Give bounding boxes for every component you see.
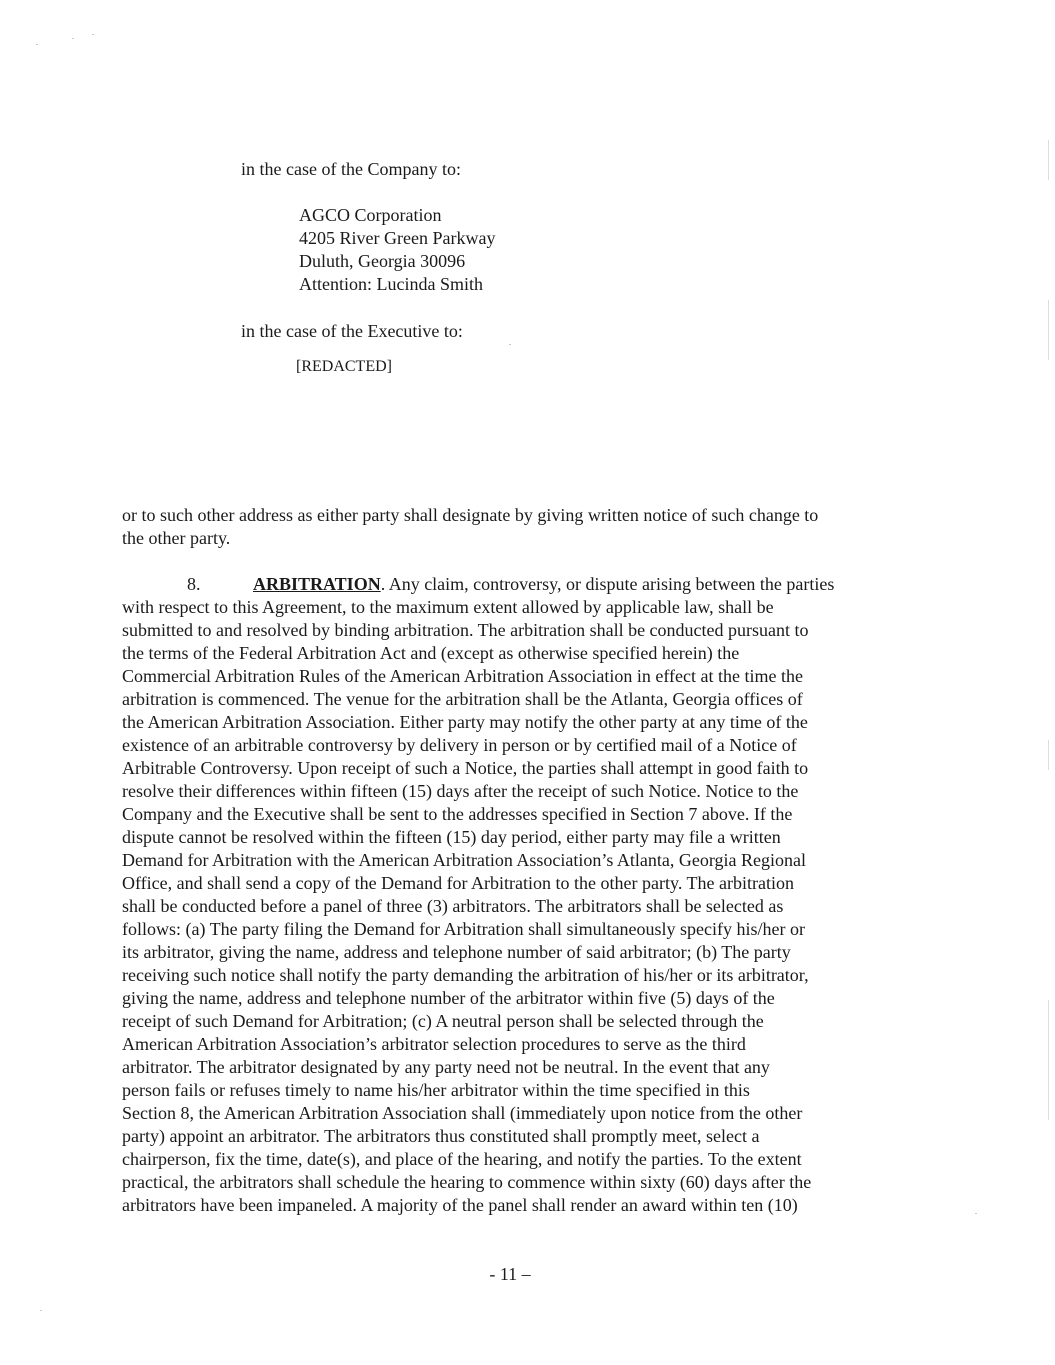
company-address-line: Duluth, Georgia 30096: [299, 251, 466, 271]
section-line: follows: (a) The party filing the Demand for Arbitration shall simultaneously specify his/her or: [122, 919, 806, 939]
company-address-line: 4205 River Green Parkway: [299, 228, 496, 248]
company-address-block: [299, 204, 495, 296]
section-line: arbitrator. The arbitrator designated by any party need not be neutral. In the event that any: [122, 1057, 770, 1077]
section-line: arbitration is commenced. The venue for the arbitration shall be the Atlanta, Georgia offices of: [122, 689, 803, 709]
section-line: Section 8, the American Arbitration Association shall (immediately upon notice from the other: [122, 1103, 803, 1123]
section-line: Arbitrable Controversy. Upon receipt of such a Notice, the parties shall attempt in good faith to: [122, 758, 809, 778]
change-of-address-paragraph: [122, 504, 912, 550]
section-line: giving the name, address and telephone number of the arbitrator within five (5) days of the: [122, 988, 775, 1008]
section-line: person fails or refuses timely to name his/her arbitrator within the time specified in this: [122, 1080, 750, 1100]
section-line: practical, the arbitrators shall schedule the hearing to commence within sixty (60) days after the: [122, 1172, 812, 1192]
section-line: receipt of such Demand for Arbitration; (c) A neutral person shall be selected through the: [122, 1011, 764, 1031]
section-line: Demand for Arbitration with the American Arbitration Association’s Atlanta, Georgia Regional: [122, 850, 807, 870]
paragraph-line: the other party.: [122, 528, 231, 548]
section-line: the terms of the Federal Arbitration Act and (except as otherwise specified herein) the: [122, 643, 740, 663]
section-line: Commercial Arbitration Rules of the American Arbitration Association in effect at the time the: [122, 666, 803, 686]
section-number: 8.: [187, 574, 201, 594]
executive-address-redacted: [REDACTED]: [296, 358, 392, 375]
company-address-line: Attention: Lucinda Smith: [299, 274, 483, 294]
scan-speck: [509, 344, 511, 345]
section-line: Office, and shall send a copy of the Demand for Arbitration to the other party. The arbitration: [122, 873, 794, 893]
section-line: resolve their differences within fifteen (15) days after the receipt of such Notice. Notice to the: [122, 781, 799, 801]
scan-speck: [72, 38, 74, 39]
section-line: chairperson, fix the time, date(s), and place of the hearing, and notify the parties. To the extent: [122, 1149, 802, 1169]
scan-edge-mark: [1048, 300, 1049, 360]
section-line: the American Arbitration Association. Either party may notify the other party at any time of the: [122, 712, 808, 732]
section-line: submitted to and resolved by binding arbitration. The arbitration shall be conducted pursuant to: [122, 620, 809, 640]
scan-edge-mark: [1048, 140, 1049, 180]
scan-speck: [40, 1310, 42, 1311]
company-notice-intro: in the case of the Company to:: [241, 159, 461, 179]
section-first-line-text: . Any claim, controversy, or dispute arising between the parties: [380, 574, 835, 594]
section-line: American Arbitration Association’s arbitrator selection procedures to serve as the third: [122, 1034, 746, 1054]
section-line: party) appoint an arbitrator. The arbitrators thus constituted shall promptly meet, select a: [122, 1126, 760, 1146]
section-title: ARBITRATION: [253, 574, 381, 594]
scan-speck: [975, 1213, 977, 1214]
paragraph-line: or to such other address as either party shall designate by giving written notice of such change to: [122, 505, 819, 525]
section-body: [122, 596, 912, 1217]
section-line: existence of an arbitrable controversy by delivery in person or by certified mail of a Notice of: [122, 735, 797, 755]
section-line: arbitrators have been impaneled. A majority of the panel shall render an award within ten (10): [122, 1195, 798, 1215]
section-line: its arbitrator, giving the name, address and telephone number of said arbitrator; (b) The party: [122, 942, 791, 962]
section-line: shall be conducted before a panel of three (3) arbitrators. The arbitrators shall be selected as: [122, 896, 784, 916]
scan-edge-mark: [1048, 1000, 1049, 1120]
scan-edge-mark: [1048, 740, 1049, 770]
section-line: with respect to this Agreement, to the maximum extent allowed by applicable law, shall be: [122, 597, 774, 617]
company-address-line: AGCO Corporation: [299, 205, 442, 225]
section-line: Company and the Executive shall be sent to the addresses specified in Section 7 above. If the: [122, 804, 793, 824]
arbitration-section: [122, 573, 912, 1217]
executive-notice-intro: in the case of the Executive to:: [241, 321, 463, 341]
section-line: receiving such notice shall notify the party demanding the arbitration of his/her or its arbitrator,: [122, 965, 809, 985]
page-number: - 11 –: [489, 1264, 531, 1284]
section-line: dispute cannot be resolved within the fifteen (15) day period, either party may file a written: [122, 827, 781, 847]
section-first-line: [122, 573, 912, 596]
scan-speck: [92, 34, 94, 35]
scan-speck: [36, 44, 38, 45]
